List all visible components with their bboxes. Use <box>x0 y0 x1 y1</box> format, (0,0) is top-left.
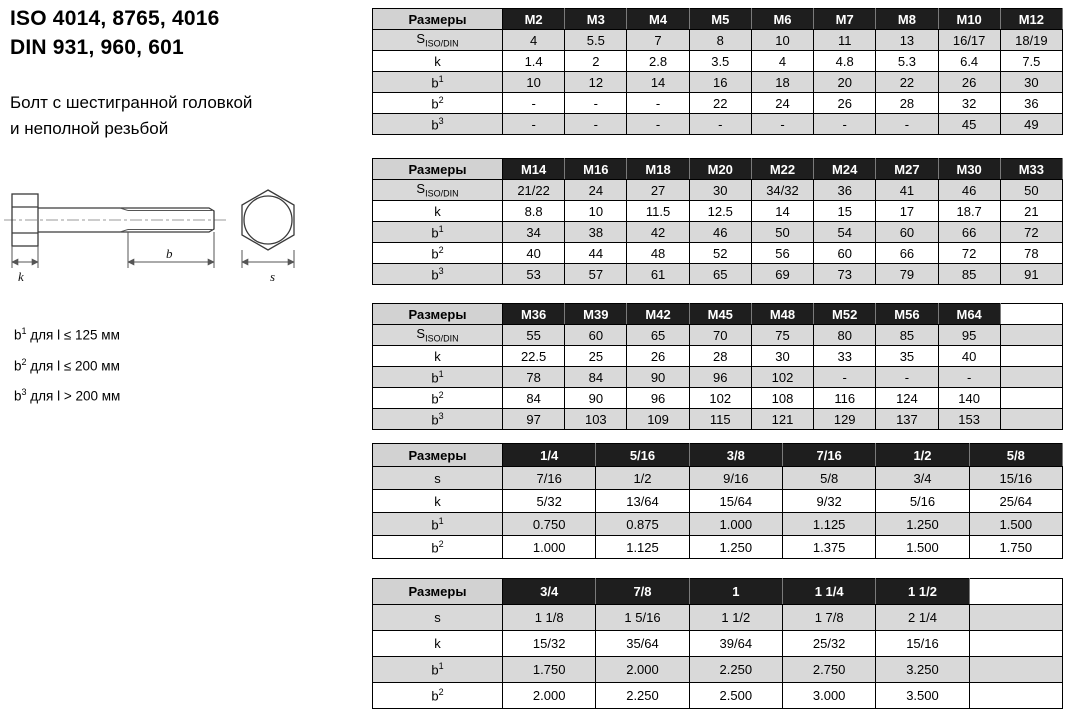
header-size-cell: 1/2 <box>876 444 969 467</box>
row-label-cell: $b^2$ <box>373 93 503 114</box>
value-cell: 15 <box>814 201 876 222</box>
value-cell: 78 <box>503 367 565 388</box>
value-cell: 1 5/16 <box>596 605 689 631</box>
value-cell: 65 <box>689 264 751 285</box>
row-label-cell: $S_{ISO/DIN}$ <box>373 180 503 201</box>
value-cell: 10 <box>565 201 627 222</box>
value-cell: 15/32 <box>503 631 596 657</box>
row-label-cell: k <box>373 51 503 72</box>
value-cell: 22 <box>689 93 751 114</box>
metric-table-m14-m33 <box>372 158 1063 285</box>
value-cell: 7.5 <box>1000 51 1062 72</box>
value-cell <box>969 631 1062 657</box>
value-cell: 85 <box>938 264 1000 285</box>
header-size-cell: M52 <box>814 304 876 325</box>
row-label-cell: $b^1$ <box>373 513 503 536</box>
row-label-cell: $b^2$ <box>373 536 503 559</box>
note-b3: $b^3$ для l > 200 мм <box>14 387 121 404</box>
row-label-cell: $b^2$ <box>373 243 503 264</box>
value-cell: 116 <box>814 388 876 409</box>
value-cell: 14 <box>751 201 813 222</box>
value-cell: 1.375 <box>782 536 875 559</box>
value-cell: 13 <box>876 30 938 51</box>
value-cell: 15/64 <box>689 490 782 513</box>
value-cell: 5/8 <box>782 467 875 490</box>
header-size-cell: 5/16 <box>596 444 689 467</box>
page-title <box>10 4 220 62</box>
value-cell: 108 <box>751 388 813 409</box>
row-label-cell: $b^2$ <box>373 388 503 409</box>
header-label-cell: Размеры <box>373 579 503 605</box>
value-cell: 35 <box>876 346 938 367</box>
value-cell: 17 <box>876 201 938 222</box>
value-cell <box>1000 325 1062 346</box>
value-cell <box>1000 388 1062 409</box>
value-cell: 46 <box>689 222 751 243</box>
row-label-cell: $b^3$ <box>373 114 503 135</box>
header-label-cell: Размеры <box>373 9 503 30</box>
value-cell: 1 1/8 <box>503 605 596 631</box>
value-cell: 102 <box>689 388 751 409</box>
row-label-cell: k <box>373 201 503 222</box>
value-cell: 15/16 <box>969 467 1062 490</box>
value-cell: 102 <box>751 367 813 388</box>
title-din: DIN 931, 960, 601 <box>10 36 184 59</box>
value-cell: - <box>938 367 1000 388</box>
table-row <box>373 243 1063 264</box>
value-cell: 91 <box>1000 264 1062 285</box>
value-cell: 5/32 <box>503 490 596 513</box>
table-row <box>373 346 1063 367</box>
row-label-cell: $b^3$ <box>373 409 503 430</box>
header-size-cell: M64 <box>938 304 1000 325</box>
value-cell: 34 <box>503 222 565 243</box>
value-cell: 95 <box>938 325 1000 346</box>
value-cell: - <box>503 93 565 114</box>
value-cell: 14 <box>627 72 689 93</box>
value-cell: 96 <box>627 388 689 409</box>
value-cell: 4.8 <box>814 51 876 72</box>
table-row <box>373 30 1063 51</box>
header-size-cell: 1 1/4 <box>782 579 875 605</box>
value-cell: 72 <box>1000 222 1062 243</box>
value-cell: 25/32 <box>782 631 875 657</box>
value-cell: 72 <box>938 243 1000 264</box>
value-cell: 73 <box>814 264 876 285</box>
value-cell <box>1000 409 1062 430</box>
table-row <box>373 114 1063 135</box>
value-cell: 18.7 <box>938 201 1000 222</box>
value-cell: 25/64 <box>969 490 1062 513</box>
value-cell: 46 <box>938 180 1000 201</box>
value-cell: - <box>503 114 565 135</box>
value-cell: - <box>814 114 876 135</box>
value-cell: 4 <box>503 30 565 51</box>
header-size-cell: M20 <box>689 159 751 180</box>
value-cell: 24 <box>565 180 627 201</box>
value-cell: 121 <box>751 409 813 430</box>
header-size-cell: M30 <box>938 159 1000 180</box>
subtitle-line2: и неполной резьбой <box>10 119 169 138</box>
value-cell: 9/16 <box>689 467 782 490</box>
value-cell: 79 <box>876 264 938 285</box>
table-row <box>373 388 1063 409</box>
row-label-cell: $b^1$ <box>373 222 503 243</box>
value-cell: 60 <box>814 243 876 264</box>
value-cell: 36 <box>814 180 876 201</box>
value-cell: 50 <box>751 222 813 243</box>
header-size-cell <box>969 579 1062 605</box>
header-size-cell: 7/16 <box>782 444 875 467</box>
header-size-cell: 3/4 <box>503 579 596 605</box>
value-cell: 60 <box>876 222 938 243</box>
value-cell: 27 <box>627 180 689 201</box>
table-row <box>373 222 1063 243</box>
table-row <box>373 367 1063 388</box>
value-cell: 2.750 <box>782 657 875 683</box>
value-cell: 1 7/8 <box>782 605 875 631</box>
table-header-row <box>373 159 1063 180</box>
value-cell: 54 <box>814 222 876 243</box>
value-cell: 80 <box>814 325 876 346</box>
value-cell <box>969 683 1062 709</box>
value-cell: 25 <box>565 346 627 367</box>
value-cell: 26 <box>814 93 876 114</box>
value-cell: 11.5 <box>627 201 689 222</box>
row-label-cell: k <box>373 631 503 657</box>
value-cell: 50 <box>1000 180 1062 201</box>
value-cell: 1.750 <box>969 536 1062 559</box>
value-cell: 26 <box>627 346 689 367</box>
row-label-cell: $b^3$ <box>373 264 503 285</box>
value-cell: 5.5 <box>565 30 627 51</box>
value-cell: 28 <box>689 346 751 367</box>
value-cell: 1.250 <box>689 536 782 559</box>
value-cell: 137 <box>876 409 938 430</box>
value-cell: 4 <box>751 51 813 72</box>
table-header-row <box>373 444 1063 467</box>
header-size-cell: M14 <box>503 159 565 180</box>
value-cell: 39/64 <box>689 631 782 657</box>
value-cell: 41 <box>876 180 938 201</box>
header-size-cell: M33 <box>1000 159 1062 180</box>
row-label-cell: $S_{ISO/DIN}$ <box>373 325 503 346</box>
value-cell: 1.4 <box>503 51 565 72</box>
header-size-cell: M4 <box>627 9 689 30</box>
value-cell: 49 <box>1000 114 1062 135</box>
header-size-cell: 1 <box>689 579 782 605</box>
value-cell: 1 1/2 <box>689 605 782 631</box>
value-cell: 55 <box>503 325 565 346</box>
header-size-cell: M18 <box>627 159 689 180</box>
value-cell: 38 <box>565 222 627 243</box>
header-size-cell: M45 <box>689 304 751 325</box>
value-cell: 2.500 <box>689 683 782 709</box>
value-cell: 18/19 <box>1000 30 1062 51</box>
value-cell: 22 <box>876 72 938 93</box>
header-size-cell: M24 <box>814 159 876 180</box>
table-row <box>373 264 1063 285</box>
table-row <box>373 605 1063 631</box>
header-label-cell: Размеры <box>373 159 503 180</box>
value-cell: 0.875 <box>596 513 689 536</box>
value-cell: 70 <box>689 325 751 346</box>
row-label-cell: $S_{ISO/DIN}$ <box>373 30 503 51</box>
value-cell: 32 <box>938 93 1000 114</box>
metric-table-m2-m12 <box>372 8 1063 135</box>
value-cell: 85 <box>876 325 938 346</box>
value-cell: - <box>565 93 627 114</box>
value-cell: 1.125 <box>596 536 689 559</box>
header-size-cell: 3/8 <box>689 444 782 467</box>
header-size-cell: M48 <box>751 304 813 325</box>
value-cell: 61 <box>627 264 689 285</box>
row-label-cell: s <box>373 605 503 631</box>
row-label-cell: $b^2$ <box>373 683 503 709</box>
value-cell: 3.000 <box>782 683 875 709</box>
value-cell <box>1000 367 1062 388</box>
value-cell: 78 <box>1000 243 1062 264</box>
value-cell: 44 <box>565 243 627 264</box>
value-cell: 30 <box>751 346 813 367</box>
row-label-cell: $b^1$ <box>373 657 503 683</box>
value-cell: 33 <box>814 346 876 367</box>
value-cell: 6.4 <box>938 51 1000 72</box>
value-cell <box>969 605 1062 631</box>
value-cell: - <box>565 114 627 135</box>
value-cell: 2 <box>565 51 627 72</box>
header-size-cell: M8 <box>876 9 938 30</box>
value-cell: 1.000 <box>503 536 596 559</box>
value-cell: 1/2 <box>596 467 689 490</box>
value-cell: 1.500 <box>969 513 1062 536</box>
value-cell: 36 <box>1000 93 1062 114</box>
header-size-cell: M39 <box>565 304 627 325</box>
value-cell: 124 <box>876 388 938 409</box>
header-size-cell: M7 <box>814 9 876 30</box>
value-cell: 24 <box>751 93 813 114</box>
value-cell: 10 <box>751 30 813 51</box>
value-cell: 3.250 <box>876 657 969 683</box>
dim-k-label: k <box>18 269 24 284</box>
value-cell: 20 <box>814 72 876 93</box>
value-cell: 30 <box>1000 72 1062 93</box>
value-cell: 45 <box>938 114 1000 135</box>
value-cell: 12.5 <box>689 201 751 222</box>
value-cell: 69 <box>751 264 813 285</box>
header-label-cell: Размеры <box>373 304 503 325</box>
value-cell: 5/16 <box>876 490 969 513</box>
value-cell: 30 <box>689 180 751 201</box>
row-label-cell: $b^1$ <box>373 72 503 93</box>
header-size-cell: M3 <box>565 9 627 30</box>
value-cell: 9/32 <box>782 490 875 513</box>
value-cell: 8 <box>689 30 751 51</box>
value-cell: 103 <box>565 409 627 430</box>
value-cell: 5.3 <box>876 51 938 72</box>
thread-length-notes <box>14 318 120 410</box>
metric-table-m36-m64 <box>372 303 1063 430</box>
row-label-cell: s <box>373 467 503 490</box>
header-size-cell: M6 <box>751 9 813 30</box>
value-cell: 48 <box>627 243 689 264</box>
value-cell: 22.5 <box>503 346 565 367</box>
value-cell: 1.500 <box>876 536 969 559</box>
value-cell: 3.500 <box>876 683 969 709</box>
table-row <box>373 683 1063 709</box>
value-cell: 129 <box>814 409 876 430</box>
table-header-row <box>373 579 1063 605</box>
value-cell: 1.750 <box>503 657 596 683</box>
value-cell: 115 <box>689 409 751 430</box>
table-row <box>373 180 1063 201</box>
table-row <box>373 490 1063 513</box>
table-row <box>373 72 1063 93</box>
table-row <box>373 631 1063 657</box>
value-cell: 28 <box>876 93 938 114</box>
value-cell: 60 <box>565 325 627 346</box>
table-row <box>373 409 1063 430</box>
value-cell: 84 <box>565 367 627 388</box>
value-cell: 18 <box>751 72 813 93</box>
value-cell <box>1000 346 1062 367</box>
value-cell: 56 <box>751 243 813 264</box>
value-cell: 96 <box>689 367 751 388</box>
value-cell: 35/64 <box>596 631 689 657</box>
value-cell: 153 <box>938 409 1000 430</box>
value-cell: - <box>627 114 689 135</box>
value-cell: 66 <box>938 222 1000 243</box>
dim-s-label: s <box>270 269 276 284</box>
header-size-cell: M12 <box>1000 9 1062 30</box>
header-size-cell: M36 <box>503 304 565 325</box>
table-row <box>373 93 1063 114</box>
table-row <box>373 51 1063 72</box>
value-cell: 7/16 <box>503 467 596 490</box>
table-header-row <box>373 304 1063 325</box>
value-cell: 2.250 <box>596 683 689 709</box>
value-cell: 2.8 <box>627 51 689 72</box>
value-cell: 109 <box>627 409 689 430</box>
value-cell: 1.125 <box>782 513 875 536</box>
value-cell: - <box>627 93 689 114</box>
value-cell: 2.000 <box>503 683 596 709</box>
value-cell: 1.000 <box>689 513 782 536</box>
value-cell: - <box>814 367 876 388</box>
row-label-cell: $b^1$ <box>373 367 503 388</box>
header-size-cell: M22 <box>751 159 813 180</box>
value-cell: 40 <box>503 243 565 264</box>
value-cell: 16/17 <box>938 30 1000 51</box>
value-cell: - <box>751 114 813 135</box>
header-size-cell: M56 <box>876 304 938 325</box>
value-cell: 1.250 <box>876 513 969 536</box>
value-cell: 140 <box>938 388 1000 409</box>
note-b1: $b^1$ для l ≤ 125 мм <box>14 326 120 343</box>
value-cell: 21 <box>1000 201 1062 222</box>
value-cell: 7 <box>627 30 689 51</box>
value-cell: 75 <box>751 325 813 346</box>
row-label-cell: k <box>373 490 503 513</box>
inch-table-quarter-to-5-8 <box>372 443 1063 559</box>
value-cell: 52 <box>689 243 751 264</box>
value-cell: 2.250 <box>689 657 782 683</box>
bolt-technical-drawing <box>2 188 324 284</box>
header-size-cell: 7/8 <box>596 579 689 605</box>
header-size-cell: M27 <box>876 159 938 180</box>
header-size-cell: M42 <box>627 304 689 325</box>
value-cell: 0.750 <box>503 513 596 536</box>
value-cell: 57 <box>565 264 627 285</box>
dim-b-label: b <box>166 246 173 261</box>
value-cell: - <box>876 114 938 135</box>
value-cell: 84 <box>503 388 565 409</box>
table-row <box>373 536 1063 559</box>
value-cell: 42 <box>627 222 689 243</box>
value-cell: 15/16 <box>876 631 969 657</box>
value-cell: - <box>689 114 751 135</box>
value-cell: 53 <box>503 264 565 285</box>
value-cell: 2 1/4 <box>876 605 969 631</box>
value-cell: - <box>876 367 938 388</box>
header-size-cell: 5/8 <box>969 444 1062 467</box>
value-cell: 65 <box>627 325 689 346</box>
value-cell: 2.000 <box>596 657 689 683</box>
note-b2: $b^2$ для l ≤ 200 мм <box>14 356 120 373</box>
value-cell: 11 <box>814 30 876 51</box>
value-cell: 8.8 <box>503 201 565 222</box>
header-size-cell: 1 1/2 <box>876 579 969 605</box>
value-cell: 12 <box>565 72 627 93</box>
value-cell: 26 <box>938 72 1000 93</box>
inch-table-3-4-to-1-1-2 <box>372 578 1063 709</box>
header-size-cell: 1/4 <box>503 444 596 467</box>
table-row <box>373 201 1063 222</box>
value-cell: 10 <box>503 72 565 93</box>
header-size-cell: M2 <box>503 9 565 30</box>
value-cell: 90 <box>565 388 627 409</box>
header-size-cell: M16 <box>565 159 627 180</box>
table-row <box>373 467 1063 490</box>
subtitle <box>10 90 252 142</box>
table-row <box>373 513 1063 536</box>
header-size-cell <box>1000 304 1062 325</box>
value-cell: 13/64 <box>596 490 689 513</box>
value-cell: 66 <box>876 243 938 264</box>
value-cell: 97 <box>503 409 565 430</box>
value-cell <box>969 657 1062 683</box>
subtitle-line1: Болт с шестигранной головкой <box>10 93 253 112</box>
header-size-cell: M10 <box>938 9 1000 30</box>
table-header-row <box>373 9 1063 30</box>
value-cell: 3.5 <box>689 51 751 72</box>
value-cell: 90 <box>627 367 689 388</box>
table-row <box>373 657 1063 683</box>
table-row <box>373 325 1063 346</box>
header-size-cell: M5 <box>689 9 751 30</box>
title-iso: ISO 4014, 8765, 4016 <box>10 7 220 30</box>
value-cell: 34/32 <box>751 180 813 201</box>
header-label-cell: Размеры <box>373 444 503 467</box>
value-cell: 21/22 <box>503 180 565 201</box>
row-label-cell: k <box>373 346 503 367</box>
value-cell: 40 <box>938 346 1000 367</box>
value-cell: 16 <box>689 72 751 93</box>
value-cell: 3/4 <box>876 467 969 490</box>
